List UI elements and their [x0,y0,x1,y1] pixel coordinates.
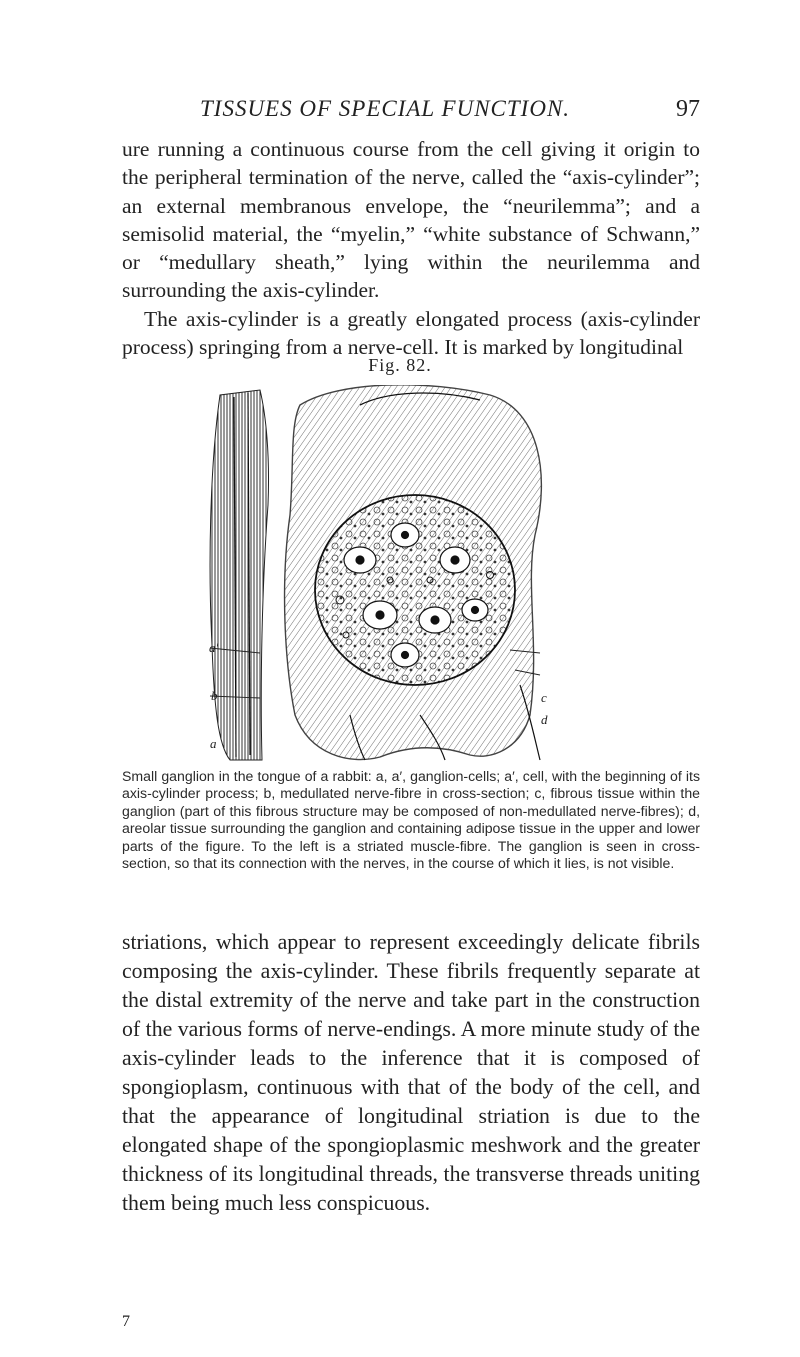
figure-label: Fig. 82. [368,355,432,375]
figure-letter-b: b [211,688,218,703]
figure-illustration [190,385,610,762]
figure-letter-c: c [541,690,547,705]
ganglion-engraving [190,385,610,762]
running-head [150,96,700,124]
running-title: TISSUES OF SPECIAL FUNCTION. [200,96,571,121]
figure-letter-d: d [541,712,548,727]
paragraph-bottom: striations, which appear to represent exceedingly delicate fibrils composing the axis-cylinder. These fibrils frequently separate at the distal extremity of the nerve and take part in the construction of the various forms of nerve-endings. A more minute study of the axis-cylinder leads to the inference that it is composed of spongioplasm, continuous with that of the body of the cell, and that the appearance of longitudinal striation is due to the elongated shape of the spongioplasmic meshwork and the greater thickness of its longitudinal threads, the transverse threads uniting them being much less conspicuous. [122,930,700,1215]
paragraph-top-text-2: The axis-cylinder is a greatly elongated process (axis-cylinder process) springing from a nerve-cell. It is marked by longitudinal [122,306,700,360]
signature-mark: 7 [122,1313,130,1330]
page-number: 97 [676,96,700,122]
paragraph-top-text: ure running a continuous course from the cell giving it origin to the peripheral termination of the nerve, called the “axis-cylinder”; an external membranous envelope, the “neurilemma”; and a semisolid material, the “myelin,” “white substance of Schwann,” or “medullary sheath,” lying within the neurilemma and surrounding the axis-cylinder. [122,137,700,303]
figure-caption: Small ganglion in the tongue of a rabbit: a, a′, ganglion-cells; a′, cell, with the beginning of its axis-cylinder process; b, medullated nerve-fibre in cross-section; c, fibrous tissue within the ganglion (part of this fibrous structure may be composed of non-medullated nerve-fibres); d, areolar tissue surrounding the ganglion and containing adipose tissue in the upper and lower parts of the figure. To the left is a striated muscle-fibre. The ganglion is seen in cross-section, so that its connection with the nerves, in the course of which it lies, is not visible. [122,768,700,872]
figure-letter-a: a [210,736,217,751]
paragraph-top [122,135,700,361]
figure-letter-a-prime: a′ [209,640,219,655]
muscle-fibre [210,390,268,760]
